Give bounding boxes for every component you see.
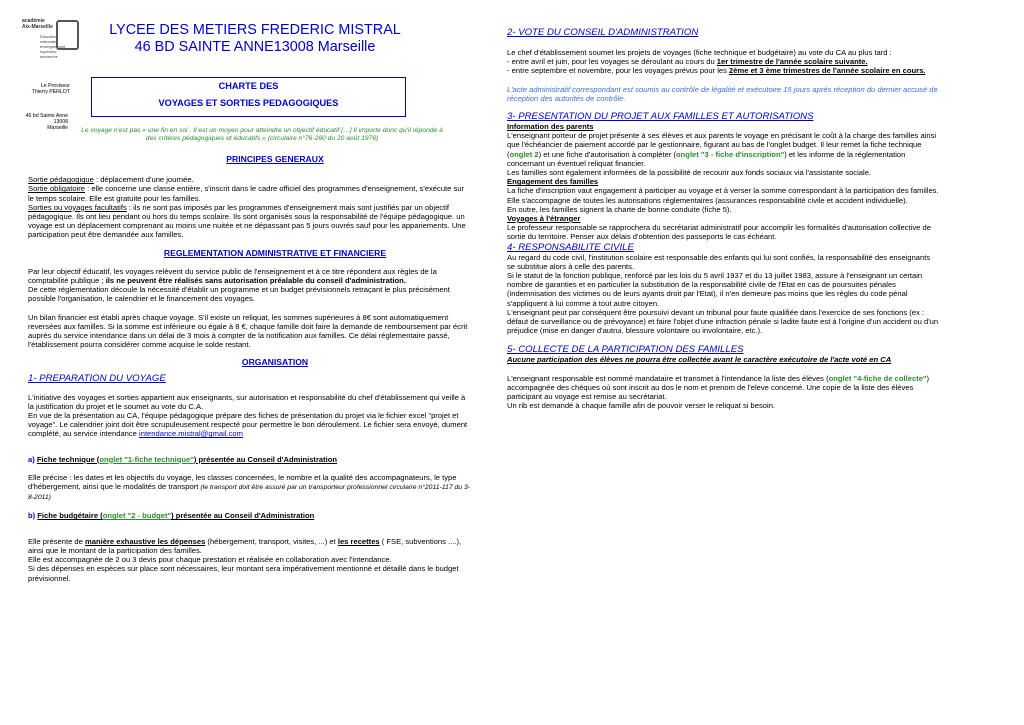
engagement-paragraph-2: Elle s'accompagne de toutes les autorisations réglementaires (assurances responsabilité civile et accident individuelle). (507, 195, 908, 205)
vote-legal-note: L'acte administratif correspondant est soumis au contrôle de légalité et exécutoire 15 jours après réception du dernier accusé de réception des autorités de contrôle. (507, 84, 938, 103)
fiche-budgetaire-paragraph-1: Elle présente de manière exhaustive les dépenses (hébergement, transport, visites, ...) et les recettes ( FSE, subventions ....), ainsi que le montant de la participation des familles. (28, 536, 462, 555)
collecte-subtitle: Aucune participation des élèves ne pourra être collectée avant le caractère exécutoire de l'acte voté en CA (507, 355, 892, 365)
voyages-etranger-paragraph: Le professeur responsable se rapprochera du secrétariat administratif pour accomplir les formalités d'autorisation collective de sortie du territoire. Penser aux délais d'obtention des passeports le cas échéant. (507, 223, 931, 242)
academie-logo (22, 18, 78, 59)
vote-paragraph: Le chef d'établissement soumet les projets de voyages (fiche technique et budgétaire) au vote du CA au plus tard : (507, 48, 892, 57)
vote-line-1: - entre avril et juin, pour les voyages se déroulant au cours du 1er trimestre de l'année scolaire suivante. (507, 57, 868, 67)
marianne-emblem-icon (56, 20, 79, 50)
school-address: 46 BD SAINTE ANNE13008 Marseille (134, 39, 376, 55)
fiche-technique-heading: a) Fiche technique (onglet "1-fiche technique") présentée au Conseil d'Administration (28, 454, 338, 464)
proviseur-block (18, 83, 70, 95)
logo-small-line: enseignement (40, 44, 66, 49)
information-parents-title: Information des parents (507, 122, 594, 132)
engagement-title: Engagement des familles (507, 177, 599, 187)
logo-line-1: académie (22, 18, 45, 24)
intendance-email-link[interactable]: intendance.mistral@gmail.com (139, 429, 243, 439)
right-column (507, 27, 939, 411)
collecte-paragraph-1: L'enseignant responsable est nommé mandataire et transmet à l'intendance la liste des élèves (onglet "4-fiche de collecte") accompagnée des chèques où sont inscrit au dos le nom et prenom de l'eleve concerné. Une copie de la liste des élèves participant au voyage est remise au secrétariat. (507, 373, 930, 402)
logo-small-line: recherche (40, 54, 58, 59)
address-line: Marseille (47, 125, 68, 132)
vote-title: 2- VOTE DU CONSEIL D'ADMINISTRATION (507, 27, 699, 38)
responsabilite-title: 4- RESPONSABILITE CIVILE (507, 241, 634, 253)
fiche-budgetaire-paragraph-3: Si des dépenses en espèces sur place sont nécessaires, leur montant sera impérativement mentionné et détaillé dans le budget prévisionnel. (28, 564, 459, 583)
reglementation-paragraph-3: Un bilan financier est établi après chaque voyage. S'il existe un reliquat, les sommes supérieures à 8€ sont automatiquement reversées aux familles. Si la somme est inférieure ou égale à 8 €, chaque famille doit faire la demande de remboursement par écrit auprès du service intendance dans un délai de 3 mois à compter de la notification aux familles. Ce délai réglementaire passé, l'établissement pourra considérer comme acquise le solde restant. (28, 312, 468, 350)
responsabilite-paragraph-1: Au regard du code civil, l'institution scolaire est responsable des enfants qui lui sont confiés, la responsabilité des enseignants se substitue alors à celle des parents. (507, 252, 931, 271)
engagement-paragraph-1: La fiche d'inscription vaut engagement à participer au voyage et à verser la somme correspondant à la participation des familles. (507, 186, 939, 196)
principe-sorties-facultatives: Sorties ou voyages facultatifs : ils ne sont pas imposés par les programmes d'enseignement mais sont justifiés par un objectif pédagogique. Ils ont lieu pendant ou hors du temps scolaire. Ils sont organisés sous la responsabilité de l'équipe pédagogique. un voyage est un déplacement comprenant au moins une nuitée et ne dépassant pas 5 jours ouvrés sauf pour les appariements. Une participation peut être demandée aux familles. (28, 202, 466, 240)
charter-line-2: VOYAGES ET SORTIES PEDAGOGIQUES (158, 98, 339, 109)
charter-quote: Le voyage n'est pas « une fin en soi . Il est un moyen pour atteindre un objectif éducatif […] Il importe donc qu'il réponde à des critères pédagogiques et éducatifs » (circulaire n°76-260 du 20 août 1976) (81, 127, 443, 143)
preparation-title: 1- PREPARATION DU VOYAGE (28, 372, 166, 384)
vote-line-2: - entre septembre et novembre, pour les voyages prévus pour les 2ème et 3 ème trimestres de l'année scolaire en cours. (507, 66, 926, 76)
address-line: 13008 (53, 119, 68, 126)
fiche-budgetaire-heading: b) Fiche budgétaire (onglet "2 - budget") présentée au Conseil d'Administration (28, 511, 315, 521)
preparation-paragraph-2: En vue de la présentation au CA, l'équipe pédagogique prépare des fiches de présentation du projet via le fichier excel "projet et voyage". Le calendrier joint doit être scrupuleusement respecté pour permettre le bon déroulement. Le fichier sera envoyé, dument complété, au service intendance intendance.mistral@gmail.com (28, 411, 468, 439)
responsabilite-paragraph-3: L'enseignant peut par conséquent être poursuivi devant un tribunal pour faute qualifiée dans l'exercice de ses fonctions (ex : défaut de surveillance ou de prévoyance) et faire l'objet d'une infraction pénale si ladite faute est à l'origine d'un accident ou d'un préjudice (mise en danger d'autrui, blessure volontaire ou involontaire, etc.). (507, 307, 939, 336)
reglementation-title: REGLEMENTATION ADMINISTRATIVE ET FINANCIERE (163, 247, 387, 258)
address-line: 46 bd Sainte Anne (25, 113, 68, 119)
logo-line-2: Aix-Marseille (22, 24, 53, 30)
fiche-technique-paragraph: Elle précise : les dates et les objectifs du voyage, les classes concernées, le nombre et la qualité des accompagnateurs, le type d'hébergement, ainsi que le modalités de transport (le transport doit être assuré par un transporteur professionnel circulaire n°2011-117 du 3-8-2011) (28, 472, 471, 502)
responsabilite-paragraph-2: Si le statut de la fonction publique, renforcé par les lois du 5 avril 1937 et du 13 juillet 1983, assure à l'enseignant un certain nombre de garanties et en particulier la substitution de la responsabilité civile de l'Etat en cas de poursuites pénales (indemnisation des victimes ou de leurs ayants droit par l'Etat), il n'en demeure pas moins que les règles du code pénal s'appliquent à lui comme à tout autre citoyen. (507, 271, 923, 308)
left-column (28, 155, 472, 583)
logo-small-line: nationale (40, 39, 57, 44)
organisation-title: ORGANISATION (241, 357, 309, 368)
charter-line-1: CHARTE DES (218, 81, 279, 91)
charter-title-box (91, 77, 406, 117)
information-parents-paragraph-1: L'enseignant porteur de projet présente à ses élèves et aux parents le voyage en précisant le coût à la charge des familles ainsi que l'échéancier de paiement accordé par le gestionnaire, figurant au bas de l'onglet budget. Il leur remet la fiche technique (onglet 2) et une fiche d'autorisation à compléter (onglet "3 - fiche d'inscription") et les informe de la réglementation concernant un éventuel reliquat financier. (507, 131, 937, 168)
collecte-paragraph-2: Un rib est demandé à chaque famille afin de pouvoir verser le reliquat si besoin. (507, 401, 776, 411)
reglementation-paragraph-1: Par leur objectif éducatif, les voyages relèvent du service public de l'enseignement et à ce titre répondent aux règles de la comptabilité publique ; ils ne peuvent être réalisés sans autorisation préalable du conseil d'administration. (28, 266, 437, 286)
proviseur-title: Le Proviseur (40, 83, 70, 89)
preparation-paragraph-1: L'initiative des voyages et sorties appartient aux enseignants, sur autorisation et responsabilité du chef d'établissement qui veille à la justification du projet et le soumet au vote du C.A. (28, 392, 466, 411)
school-name: LYCEE DES METIERS FREDERIC MISTRAL (109, 22, 401, 38)
engagement-paragraph-3: En outre, les familles signent la charte de bonne conduite (fiche 5). (507, 204, 732, 214)
principe-sortie-pedagogique: Sortie pédagogique : déplacement d'une journée. (28, 175, 194, 185)
principe-sortie-obligatoire: Sortie obligatoire : elle concerne une classe entière, s'inscrit dans le cadre officiel des programmes d'enseignement, s'exécute sur le temps scolaire. Elle est gratuite pour les familles. (28, 184, 465, 203)
proviseur-name: Thierry PERLOT (31, 89, 70, 96)
logo-small-line: Éducation (40, 34, 58, 39)
school-address-small (18, 113, 68, 132)
logo-small-line: supérieur (40, 49, 57, 54)
presentation-title: 3- PRESENTATION DU PROJET AUX FAMILLES ET AUTORISATIONS (507, 111, 814, 123)
information-parents-paragraph-2: Les familles sont également informées de la possibilité de recourir aux fonds sociaux via l'assistante sociale. (507, 168, 872, 178)
reglementation-paragraph-2: De cette réglementation découle la nécessité d'établir un programme et un budget prévisionnels retraçant le plus précisément possible l'organisation, le calendrier et le financement des voyages. (28, 285, 450, 304)
fiche-budgetaire-paragraph-2: Elle est accompagnée de 2 ou 3 devis pour chaque prestation et réalisée en collaboration avec l'intendance. (28, 555, 392, 565)
voyages-etranger-title: Voyages à l'étranger (507, 214, 581, 224)
collecte-title: 5- COLLECTE DE LA PARTICIPATION DES FAMILLES (507, 344, 744, 356)
principes-title: PRINCIPES GENERAUX (226, 154, 324, 164)
school-header (90, 22, 420, 56)
